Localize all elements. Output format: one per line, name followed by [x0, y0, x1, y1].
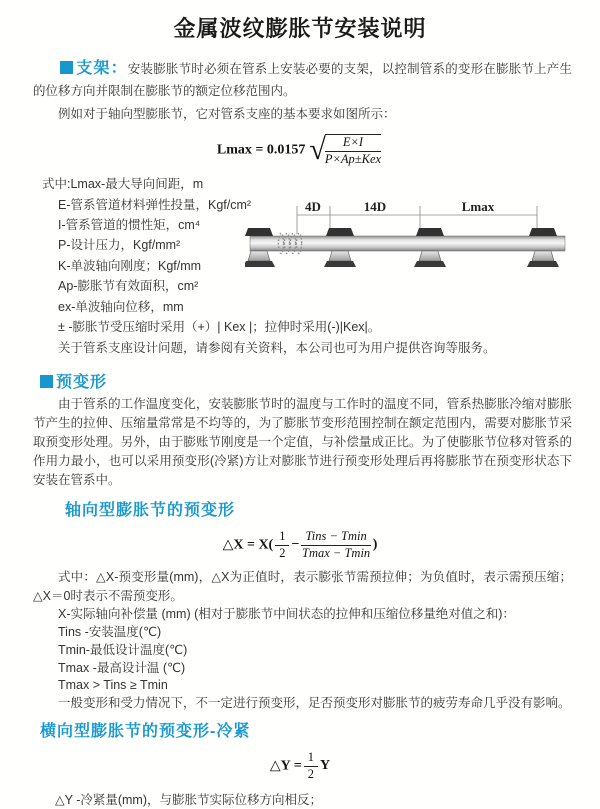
axial-formula-explain: 式中：△X-预变形量(mm)，△X为正值时，表示膨张节需预拉伸；为负值时，表示需预压缩；△X＝0时表示不需预变形。: [33, 570, 572, 604]
formula-lhs: △Y =: [269, 758, 302, 774]
definition-line: Tins -安装温度(℃): [58, 624, 162, 639]
formula-param: ex-单波轴向位移，mm: [58, 299, 184, 314]
support-section-heading: 支架：: [76, 60, 128, 77]
predeform-body-text: 由于管系的工作温度变化，安装膨胀节时的温度与工作时的温度不同，管系热膨胀冷缩对膨胀节产生的拉伸、压缩量常常是不均等的，为了膨胀节变形范围控制在额定范围内，需要对膨胀节采取预变形处理。另外，由于膨账节刚度是一个定值，与补偿量成正比。为了使膨胀节位移对管系的作用力最小，也可以采用预变形(冷紧)方让对膨胀节进行预变形处理后再将膨胀节在预变形状态下安装在管系中。: [33, 396, 572, 487]
fraction-denominator: 2: [279, 545, 286, 560]
fraction-numerator: 1: [304, 750, 318, 767]
formula-param: E-管系管道材料弹性投量，Kgf/cm²: [58, 197, 252, 212]
section-bullet-icon: [40, 375, 53, 388]
pipe-support-diagram: [245, 198, 575, 298]
params-and-diagram: [0, 174, 600, 358]
formula-open: △X = X(: [222, 537, 274, 553]
half-fraction: [304, 750, 318, 782]
pipe-support-diagram-svg: [245, 198, 575, 298]
dimension-label-4d: 4D: [305, 199, 321, 215]
document-page: [0, 14, 600, 808]
definition-line: Tmax > Tins ≥ Tmin: [58, 678, 168, 693]
page-title: 金属波纹膨胀节安装说明: [173, 16, 427, 41]
dimension-label-14d: 14D: [363, 199, 387, 215]
fraction-denominator: Tmax − Tmin: [302, 545, 371, 560]
definition-line: Tmax -最高设计温 (℃): [58, 660, 186, 675]
lateral-predeform-formula: [0, 750, 600, 782]
formula-close: ): [372, 537, 378, 553]
formula-lhs: Lmax = 0.0157: [216, 142, 306, 158]
half-fraction: [275, 529, 289, 561]
minus-sign: −: [291, 537, 300, 553]
sqrt-radical-icon: √: [309, 133, 326, 167]
definition-line: Tmin-最低设计温度(℃): [58, 642, 188, 657]
formula-param: ± -膨胀节受压缩时采用（+）| Kex |；拉伸时采用(-)|Kex|。: [58, 320, 381, 335]
lateral-formula-explain: △Y -冷紧量(mm)，与膨胀节实际位移方向相反；: [55, 793, 323, 808]
support-section-intro: [0, 58, 600, 102]
dimension-label-lmax: Lmax: [461, 199, 495, 215]
formula-param: P-设计压力，Kgf/mm²: [58, 238, 181, 253]
formula-rhs: Y: [319, 758, 331, 774]
service-note: 关于管系支座设计问题，请参阅有关资料，本公司也可为用户提供咨询等服务。: [58, 340, 496, 355]
predeform-section-heading: [0, 369, 600, 392]
formula-param: I-管系管道的惯性矩，cm⁴: [58, 218, 201, 233]
definition-line: 一般变形和受力情况下，不一定进行预变形，足否预变形对膨胀节的疲劳寿命几乎没有影响。: [58, 696, 571, 711]
fraction-numerator: Tins − Tmin: [301, 529, 370, 546]
axial-predeform-formula: [0, 529, 600, 561]
temperature-fraction: [301, 529, 370, 561]
fraction-numerator: 1: [275, 529, 289, 546]
fraction-denominator: 2: [307, 766, 314, 781]
guide-spacing-formula: [0, 134, 600, 167]
formula-param: K-单波轴向刚度；Kgf/mm: [58, 258, 202, 273]
formula-param: Ap-膨胀节有效面积，cm²: [58, 279, 199, 294]
formula-param: 式中:Lmax-最大导向间距，m: [42, 177, 204, 192]
support-example-line: 例如对于轴向型膨胀节，它对管系支座的基本要求如图所示：: [58, 107, 396, 121]
predeform-heading-label: 预变形: [56, 373, 108, 391]
fraction-denominator: P×Ap±Kex: [324, 151, 382, 166]
fraction-numerator: E×I: [325, 135, 381, 152]
lateral-subheading: 横向型膨胀节的预变形-冷紧: [40, 722, 251, 740]
definition-line: X-实际轴向补偿量 (mm) (相对于膨胀节中间状态的拉伸和压缩位移量绝对值之和)：: [58, 607, 515, 622]
pipe: [250, 236, 565, 251]
axial-subheading: 轴向型膨胀节的预变形: [65, 501, 236, 519]
support-intro-text: 安装膨胀节时必须在管系上安装必要的支架，以控制管系的变形在膨胀节上产生的位移方向并限制在膨胀节的额定位移范围内。: [33, 62, 572, 98]
section-bullet-icon: [60, 61, 73, 74]
formula-fraction: [325, 134, 381, 167]
